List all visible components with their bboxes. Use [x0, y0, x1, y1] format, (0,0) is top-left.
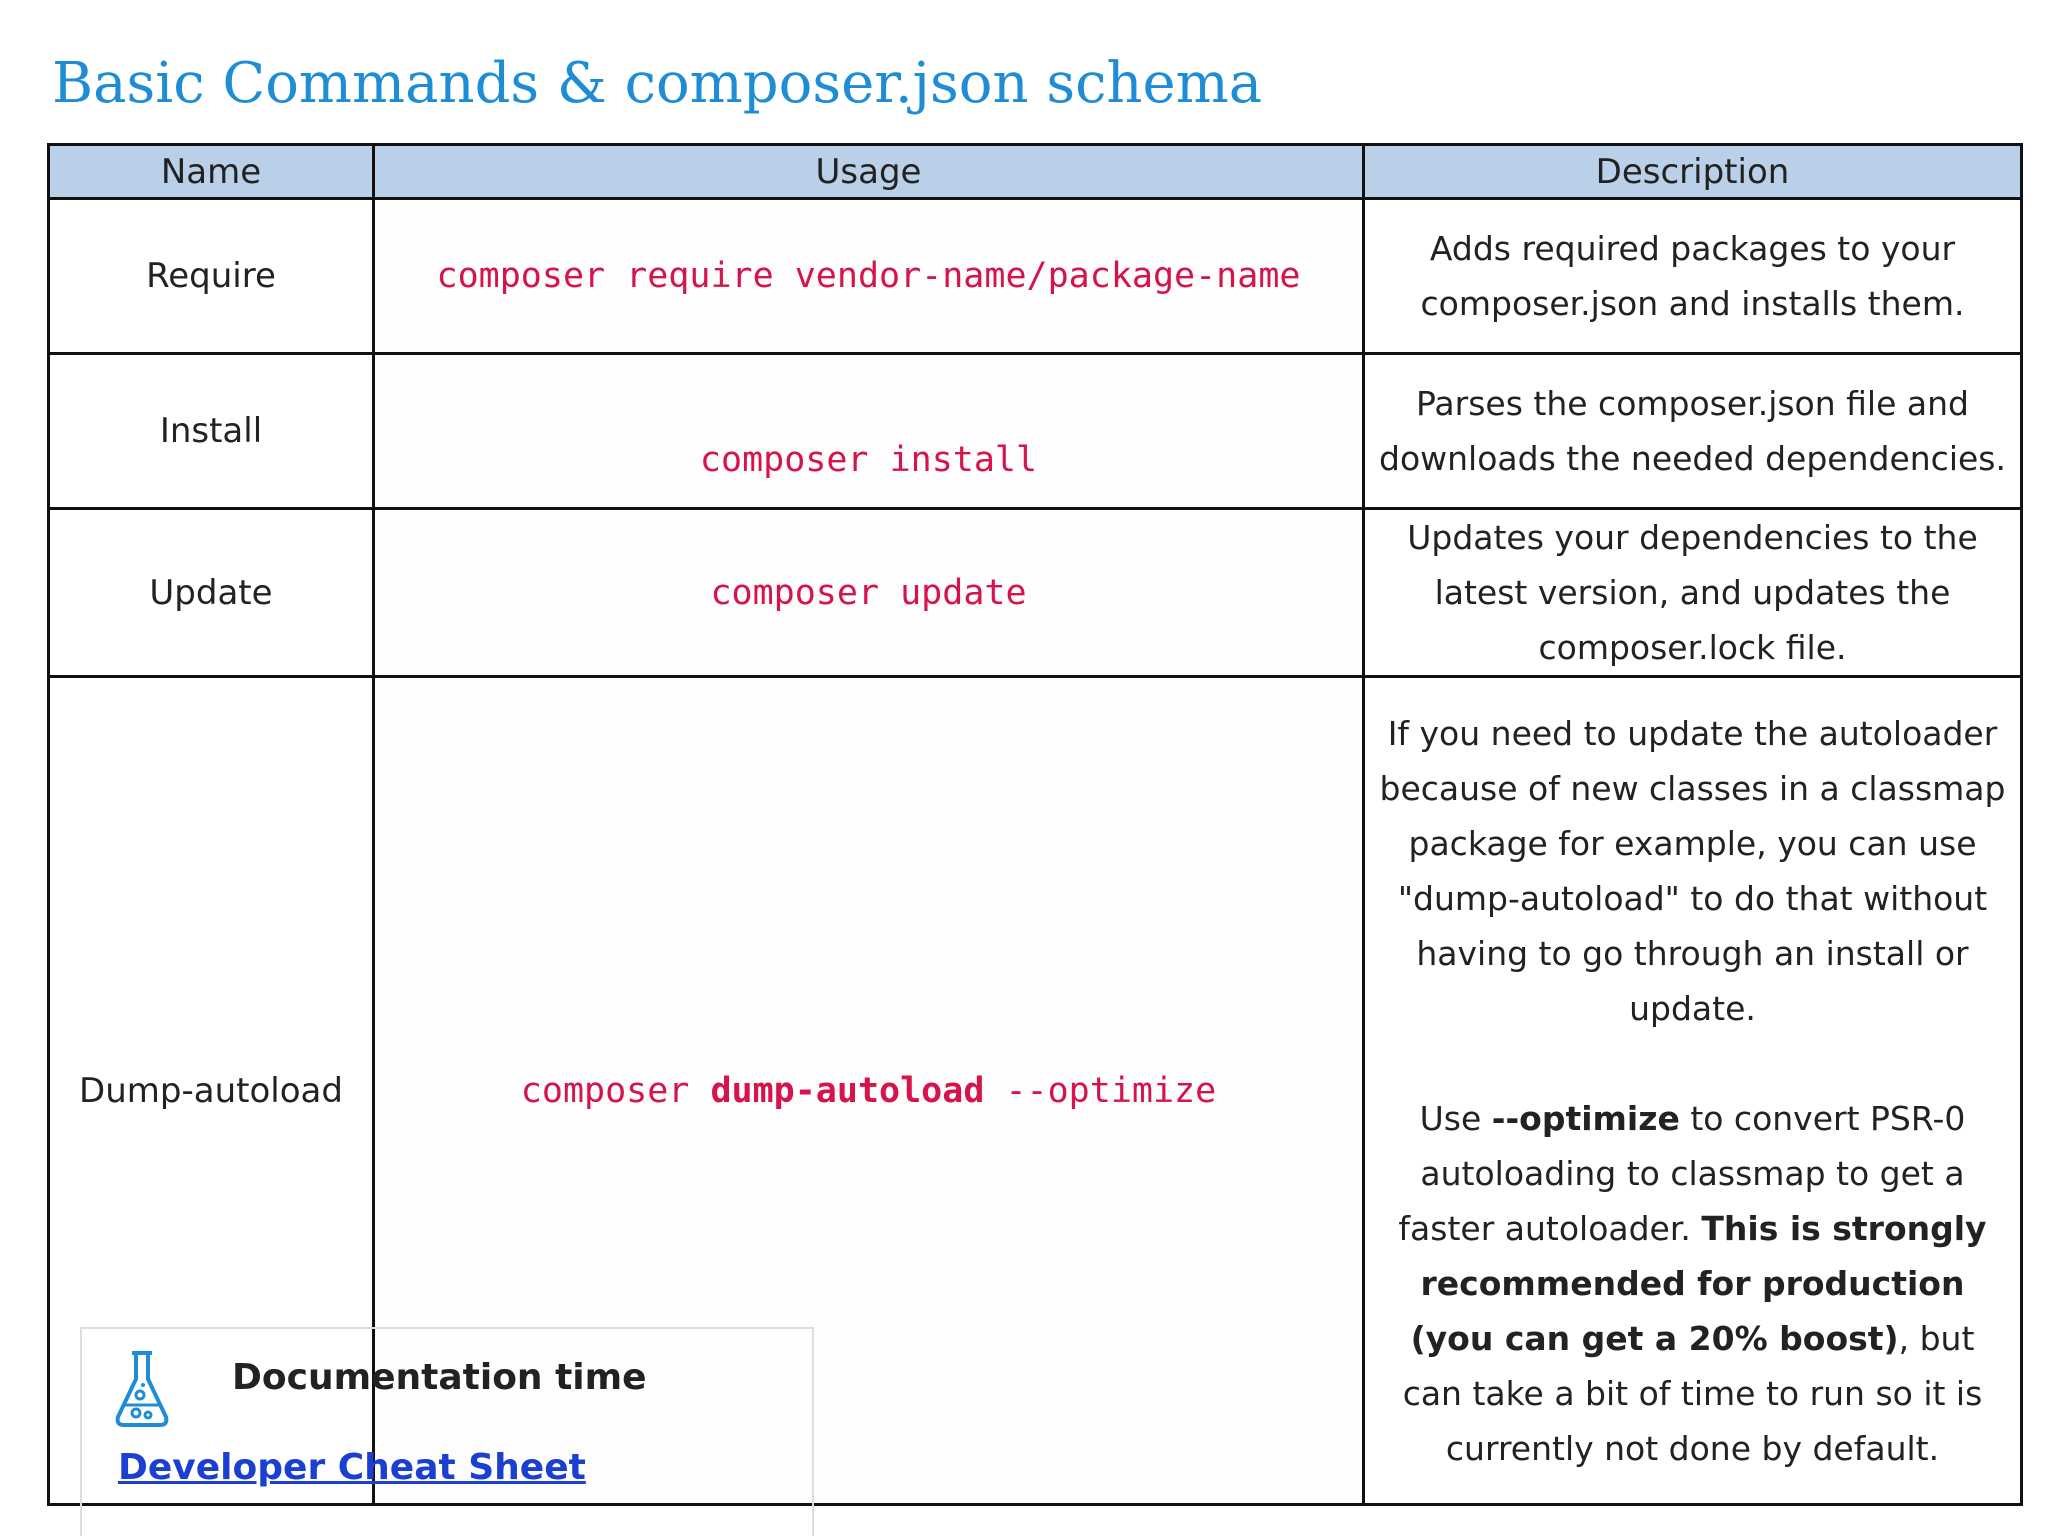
command-name: Require	[49, 199, 374, 354]
column-header-description: Description	[1364, 145, 2022, 199]
column-header-usage: Usage	[374, 145, 1364, 199]
documentation-callout	[80, 1327, 814, 1536]
table-header-row	[49, 145, 2022, 199]
description-recommendation-bold: This is strongly recommended for production (you can get a 20% boost)	[1410, 1208, 1987, 1358]
command-description: Parses the composer.json file and downloads the needed dependencies.	[1364, 354, 2022, 509]
description-text: Use	[1419, 1098, 1492, 1138]
description-paragraph-1: If you need to update the autoloader because of new classes in a classmap package for example, you can use "dump-autoload" to do that without having to go through an install or update.	[1379, 713, 2006, 1028]
page-title: Basic Commands & composer.json schema	[52, 51, 1263, 116]
usage-suffix: --optimize	[984, 1070, 1217, 1111]
column-header-name: Name	[49, 145, 374, 199]
developer-cheat-sheet-link[interactable]: Developer Cheat Sheet	[118, 1447, 586, 1488]
usage-command-bold: dump-autoload	[710, 1070, 985, 1111]
table-row	[49, 509, 2022, 677]
command-description	[1364, 677, 2022, 1505]
commands-table	[47, 143, 2023, 1506]
table-row	[49, 199, 2022, 354]
command-name: Dump-autoload	[49, 677, 374, 1505]
command-description: Updates your dependencies to the latest version, and updates the composer.lock file.	[1364, 509, 2022, 677]
callout-heading: Documentation time	[232, 1357, 647, 1398]
flask-icon	[112, 1349, 172, 1429]
description-text: , but can take a bit of time to run so it is currently not done by default.	[1402, 1318, 1983, 1468]
usage-prefix: composer	[520, 1070, 711, 1111]
command-name: Update	[49, 509, 374, 677]
description-text: to convert PSR-0 autoloading to classmap to get a faster autoloader.	[1398, 1098, 1966, 1248]
command-name: Install	[49, 354, 374, 509]
command-usage: composer install	[374, 354, 1364, 509]
command-usage: composer require vendor-name/package-name	[374, 199, 1364, 354]
table-row	[49, 354, 2022, 509]
command-usage: composer update	[374, 509, 1364, 677]
description-option-bold: --optimize	[1491, 1098, 1680, 1138]
command-description: Adds required packages to your composer.json and installs them.	[1364, 199, 2022, 354]
